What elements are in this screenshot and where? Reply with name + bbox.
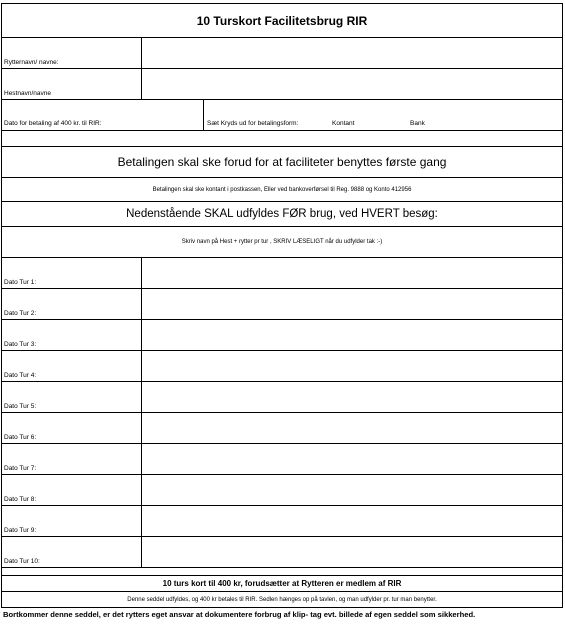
trip-label: Dato Tur 6:	[4, 434, 37, 441]
trip-label: Dato Tur 3:	[4, 341, 37, 348]
trip-label: Dato Tur 9:	[4, 527, 37, 534]
trip-divider	[141, 258, 142, 288]
trip-label: Dato Tur 2:	[4, 310, 37, 317]
horse-row	[2, 69, 562, 100]
usage-note: Denne seddel udfyldes, og 400 kr betales til RIR. Sedlen hænges op på tavlen, og man udfylder pr. tur man benytter.	[127, 596, 437, 603]
payment-method-label: Sæt Kryds ud for betalingsform:	[207, 120, 299, 127]
trip-divider	[141, 320, 142, 350]
trip-row	[2, 444, 562, 475]
note-row	[2, 592, 562, 607]
trip-row	[2, 289, 562, 320]
horse-divider	[141, 69, 142, 99]
form-title: 10 Turskort Facilitetsbrug RIR	[196, 13, 368, 28]
trip-divider	[141, 289, 142, 319]
trip-row	[2, 506, 562, 537]
rider-row	[2, 38, 562, 69]
trip-row	[2, 537, 562, 568]
must-fill-notice: Nedenstående SKAL udfyldes FØR brug, ved HVERT besøg:	[126, 208, 438, 220]
trip-divider	[141, 444, 142, 474]
trip-divider	[141, 413, 142, 443]
trip-row	[2, 351, 562, 382]
trip-row	[2, 475, 562, 506]
write-name-instruction: Skriv navn på Hest + rytter pr tur , SKRIV LÆSELIGT når du udfylder tak :-)	[181, 239, 383, 245]
trip-row	[2, 320, 562, 351]
trip-label: Dato Tur 4:	[4, 372, 37, 379]
prepay-notice: Betalingen skal ske forud for at faciliteter benyttes første gang	[117, 155, 447, 169]
trip-row	[2, 382, 562, 413]
membership-notice: 10 turs kort til 400 kr, forudsætter at Rytteren er medlem af RIR	[162, 579, 402, 588]
trip-label: Dato Tur 7:	[4, 465, 37, 472]
trip-divider	[141, 506, 142, 536]
payment-divider	[203, 100, 204, 130]
trip-divider	[141, 351, 142, 381]
spacer-row-2	[2, 568, 562, 576]
footer-disclaimer: Bortkommer denne seddel, er det rytters eget ansvar at dokumentere forbrug af klip- tag evt. billede af egen seddel som sikkerhed.	[3, 610, 476, 619]
write-name-row	[2, 227, 562, 258]
spacer-row	[2, 131, 562, 147]
payment-info: Betalingen skal ske kontant i postkassen, Eller ved bankoverførsel til Reg. 9888 og Konto 412956	[152, 186, 412, 193]
trip-row	[2, 413, 562, 444]
trip-divider	[141, 537, 142, 567]
trip-label: Dato Tur 5:	[4, 403, 37, 410]
cash-option-label: Kontant	[332, 120, 355, 127]
payment-info-row	[2, 178, 562, 202]
trip-row	[2, 258, 562, 289]
trip-label: Dato Tur 10:	[4, 558, 40, 565]
bank-option-label: Bank	[410, 120, 425, 127]
horse-label: Hestnavn/navne	[4, 90, 51, 97]
trip-divider	[141, 382, 142, 412]
rider-label: Rytternavn/ navne:	[4, 59, 59, 66]
membership-row	[2, 576, 562, 592]
trip-divider	[141, 475, 142, 505]
form-title-row	[2, 4, 562, 38]
trip-label: Dato Tur 8:	[4, 496, 37, 503]
trip-label: Dato Tur 1:	[4, 279, 37, 286]
payment-date-label: Dato for betaling af 400 kr. til RIR:	[4, 120, 102, 127]
rider-divider	[141, 38, 142, 68]
turskort-form	[1, 3, 563, 608]
prepay-row	[2, 147, 562, 178]
must-fill-row	[2, 202, 562, 227]
payment-row	[2, 100, 562, 131]
